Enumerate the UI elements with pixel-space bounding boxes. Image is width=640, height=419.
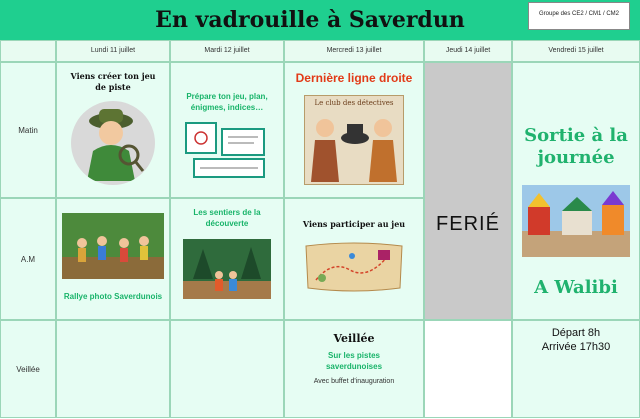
cell-mon-morning bbox=[56, 62, 170, 198]
cell-mon-evening bbox=[56, 320, 170, 418]
holiday-label: FERIÉ bbox=[436, 213, 500, 235]
cell-fri-evening bbox=[512, 320, 640, 418]
cell-fri-day bbox=[512, 62, 640, 320]
cell-wed-afternoon bbox=[284, 198, 424, 320]
day-monday: Lundi 11 juillet bbox=[56, 40, 170, 62]
evening-title: Veillée bbox=[333, 332, 375, 345]
treasure-map-image bbox=[302, 240, 406, 294]
row-label-morning: Matin bbox=[0, 62, 56, 198]
activity-wed-morning: Dernière ligne droite bbox=[295, 71, 413, 85]
day-friday: Vendredi 15 juillet bbox=[512, 40, 640, 62]
row-label-evening: Veillée bbox=[0, 320, 56, 418]
trail-image bbox=[183, 239, 271, 299]
page-title: En vadrouille à Saverdun bbox=[155, 7, 465, 33]
corner-cell bbox=[0, 40, 56, 62]
cell-wed-evening bbox=[284, 320, 424, 418]
activity-tue-morning: Prépare ton jeu, plan, énigmes, indices… bbox=[186, 92, 268, 112]
cell-wed-morning bbox=[284, 62, 424, 198]
row-label-afternoon: A.M bbox=[0, 198, 56, 320]
detective-club-caption: Le club des détectives bbox=[314, 99, 394, 107]
cell-tue-morning bbox=[170, 62, 284, 198]
day-tuesday: Mardi 12 juillet bbox=[170, 40, 284, 62]
photo-rally-image bbox=[62, 213, 164, 279]
fri-departure: Départ 8h bbox=[551, 327, 601, 339]
evening-subtitle: Sur les pistes saverdunoises bbox=[325, 351, 383, 371]
detective-illustration bbox=[71, 101, 155, 185]
walibi-photo bbox=[522, 185, 630, 257]
activity-wed-afternoon: Viens participer au jeu bbox=[302, 219, 406, 229]
cell-tue-evening bbox=[170, 320, 284, 418]
cell-tue-afternoon bbox=[170, 198, 284, 320]
evening-note: Avec buffet d'inauguration bbox=[313, 378, 395, 385]
day-thursday: Jeudi 14 juillet bbox=[424, 40, 512, 62]
cell-thu-holiday bbox=[424, 62, 512, 320]
activity-mon-morning: Viens créer ton jeu de piste bbox=[70, 71, 156, 92]
riddle-cards-image bbox=[184, 121, 270, 181]
group-label: Groupe des CE2 / CM1 / CM2 bbox=[528, 2, 630, 30]
cell-mon-afternoon bbox=[56, 198, 170, 320]
cell-thu-evening bbox=[424, 320, 512, 418]
fri-trip-title: Sortie à la journée bbox=[524, 125, 628, 168]
activity-mon-afternoon: Rallye photo Saverdunois bbox=[63, 292, 163, 301]
detective-club-image bbox=[304, 95, 404, 185]
day-wednesday: Mercredi 13 juillet bbox=[284, 40, 424, 62]
fri-arrival: Arrivée 17h30 bbox=[541, 341, 611, 353]
fri-destination: A Walibi bbox=[534, 277, 618, 298]
activity-tue-afternoon: Les sentiers de la découverte bbox=[193, 208, 261, 228]
